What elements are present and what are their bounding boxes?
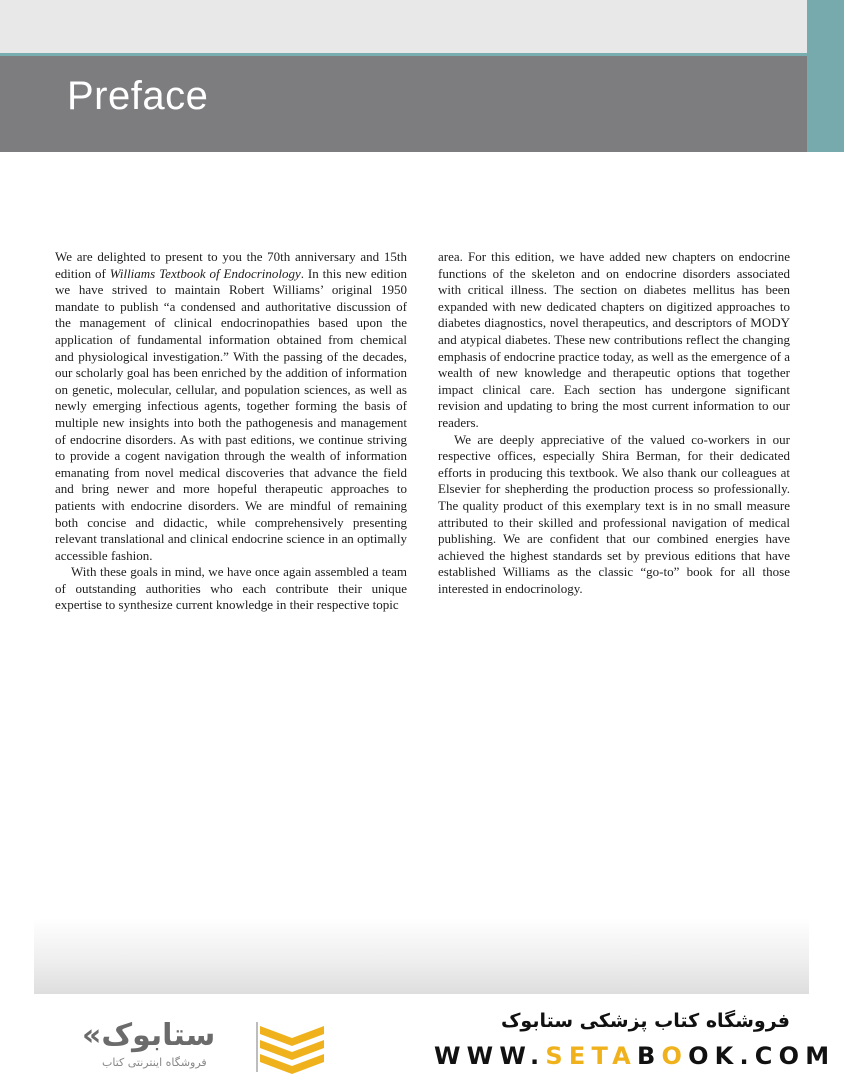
page-bottom-shadow bbox=[34, 918, 809, 994]
store-logo bbox=[74, 1018, 334, 1074]
store-name: فروشگاه کتاب پزشکی ستابوک bbox=[500, 1010, 790, 1032]
paragraph-acknowledgments: We are deeply appreciative of the valued co-workers in our respective offices, especially Shira Berman, for their dedicated efforts in producing this textbook. We also thank our colleagues at Elsevier for shepherding the production process so professionally. The quality product of this exemplary text is in no small measure attributed to their skilled and professional navigation of medical publishing. We are confident that our combined energies have achieved the highest standards set by previous editions that have established Williams as the classic “go-to” book for all those interested in endocrinology. bbox=[438, 431, 790, 596]
paragraph-goals: With these goals in mind, we have once again assembled a team of outstanding authorities who each contribute their unique expertise to synthesize current knowledge in their respective topic bbox=[55, 564, 407, 613]
logo-wordmark: «ستابوک bbox=[82, 1018, 216, 1053]
paragraph-goals-continued: area. For this edition, we have added new chapters on endocrine functions of the skeleton and on endocrine disorders associated with critical illness. The section on diabetes mellitus has been expanded with new dedicated chapters on digitized approaches to diabetes diagnostics, novel therapeutics, and descriptors of MODY and atypical diabetes. These new contributions reflect the changing emphasis of endocrine practice today, as well as the emergence of a wealth of new knowledge and therapeutic options that together impact clinical care. Each section has undergone significant revision and updating to bring the most current information to our readers. bbox=[438, 249, 790, 430]
store-url[interactable]: WWW.SETABOOK.COM bbox=[434, 1042, 836, 1070]
book-logo-icon bbox=[256, 1018, 328, 1074]
text-column-right bbox=[438, 249, 790, 597]
paragraph-intro: We are delighted to present to you the 70th anniversary and 15th edition of Williams Textbook of Endocrinology. In this new edition we have strived to maintain Robert Williams’ original 1950 mandate to publish “a condensed and authoritative discussion of the management of clinical endocrinopathies based upon the application of fundamental information obtained from chemical and physiological investigation.” With the passing of the decades, our scholarly goal has been enriched by the addition of information on genetic, molecular, cellular, and population sciences, as well as newly emerging infectious agents, together forming the basis of multiple new insights into both the pathogenesis and management of endocrine disorders. As with past editions, we continue striving to provide a cogent navigation through the wealth of information emanating from novel medical discoveries that advance the field and bring newer and more hopeful therapeutic approaches to patients with endocrine disorders. We are mindful of remaining both concise and didactic, while comprehensively presenting relevant translational and clinical endocrine science in an optimally accessible fashion. bbox=[55, 249, 407, 563]
logo-tagline: فروشگاه اینترنتی کتاب bbox=[102, 1056, 207, 1069]
header-top-strip bbox=[0, 0, 807, 53]
text-column-left bbox=[55, 249, 407, 614]
edge-tab bbox=[807, 0, 844, 152]
book-title: Williams Textbook of Endocrinology bbox=[109, 265, 301, 281]
page-title: Preface bbox=[67, 74, 209, 118]
